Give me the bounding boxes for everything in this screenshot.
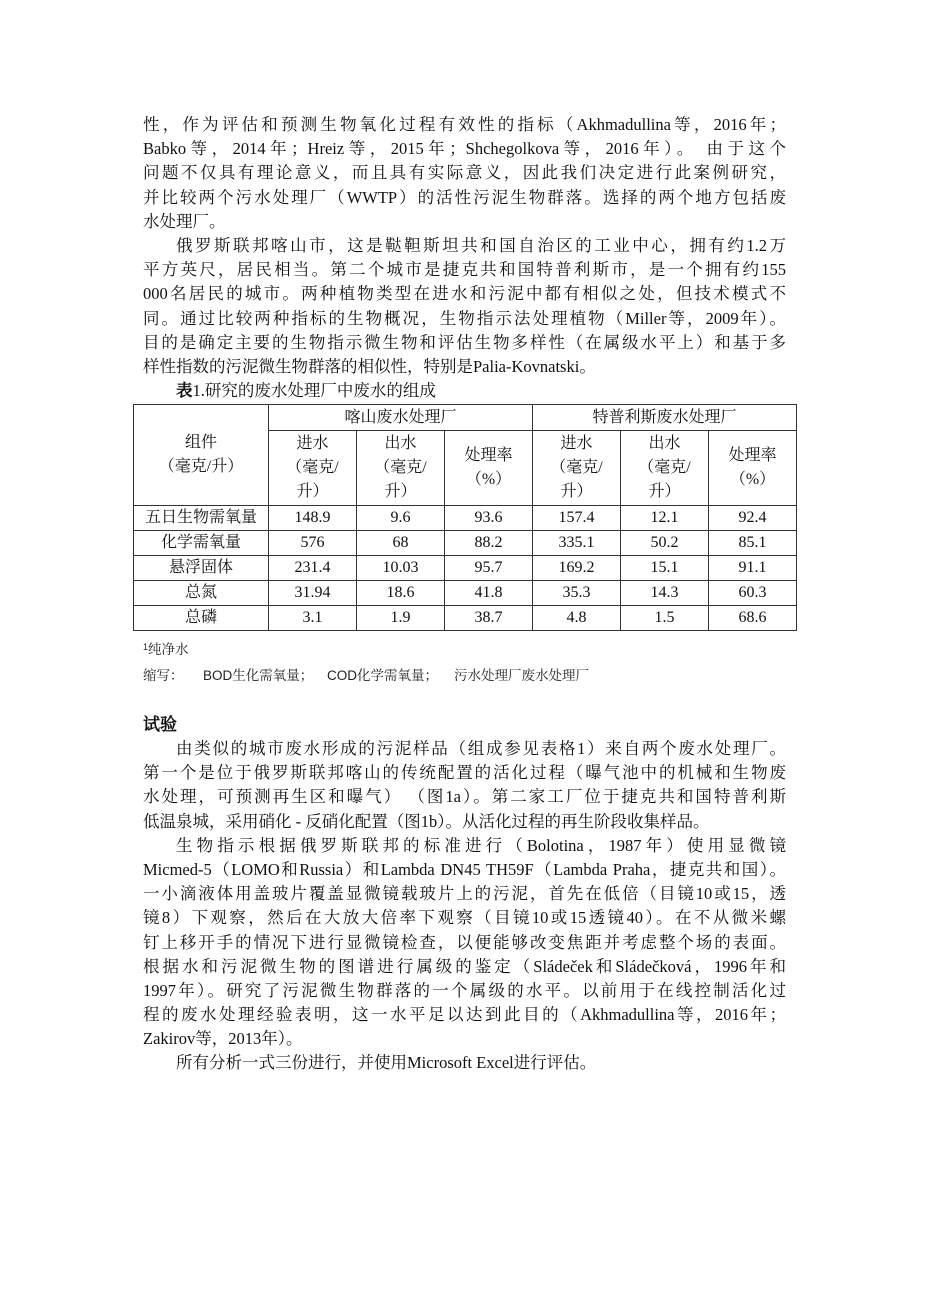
text-line: 程的废水处理经验表明，这一水平足以达到此目的（Akhmadullina等，2016年；	[143, 1005, 786, 1025]
header-line: （毫克/	[638, 459, 691, 476]
table-header-row	[134, 405, 797, 431]
component-cell: 化学需氧量	[134, 531, 269, 556]
component-cell: 总氮	[134, 581, 269, 606]
paragraph	[143, 737, 786, 834]
text-line: 目的是确定主要的生物指示微生物和评估生物多样性（在属级水平上）和基于多	[143, 332, 786, 352]
removal-rate-header	[445, 431, 533, 506]
component-header-label: 组件	[184, 434, 217, 451]
table-cell: 10.03	[357, 556, 445, 581]
footnote	[143, 640, 786, 660]
table-cell: 60.3	[709, 581, 797, 606]
wastewater-composition-table	[133, 404, 797, 631]
text-line: 第一个是位于俄罗斯联邦喀山的传统配置的活化过程（曝气池中的机械和生物废	[143, 763, 786, 783]
table-cell: 50.2	[621, 531, 709, 556]
footnote-text: 纯净水	[148, 642, 189, 657]
text-line: 低温泉城，采用硝化 - 反硝化配置（图1b）。从活化过程的再生阶段收集样品。	[143, 811, 710, 831]
text-line: 问题不仅具有理论意义，而且具有实际意义，因此我们决定进行此案例研究，	[143, 163, 786, 183]
header-line: （毫克/	[286, 459, 339, 476]
abbreviations	[143, 666, 786, 686]
text-line: 平方英尺，居民相当。第二个城市是捷克共和国特普利斯市，是一个拥有约155	[143, 260, 786, 280]
text-line: 镜8）下观察，然后在大放大倍率下观察（目镜10或15透镜40）。在不从微米螺	[143, 908, 786, 928]
table-cell: 38.7	[445, 606, 533, 631]
text-line: 000名居民的城市。两种植物类型在进水和污泥中都有相似之处，但技术模式不	[143, 284, 786, 304]
text-line: 生物指示根据俄罗斯联邦的标准进行（Bolotina，1987年）使用显微镜	[176, 835, 786, 855]
component-cell: 五日生物需氧量	[134, 506, 269, 531]
text-line: 同。通过比较两种指标的生物概况，生物指示法处理植物（Miller等，2009年）。	[143, 308, 786, 328]
table-cell: 18.6	[357, 581, 445, 606]
table-cell: 85.1	[709, 531, 797, 556]
table-cell: 12.1	[621, 506, 709, 531]
header-line: 出水	[648, 435, 681, 452]
table-caption-label: 表	[176, 381, 193, 401]
table-cell: 1.9	[357, 606, 445, 631]
effluent-header	[357, 431, 445, 506]
table-cell: 91.1	[709, 556, 797, 581]
plant-header-teplice: 特普利斯废水处理厂	[533, 405, 797, 431]
header-line: （毫克/	[374, 459, 427, 476]
table-row	[134, 556, 797, 581]
text-line: 根据水和污泥微生物的图谱进行属级的鉴定（Sládeček和Sládečková，1996年和	[143, 956, 786, 976]
header-line: 升）	[384, 483, 417, 500]
table-row	[134, 506, 797, 531]
table-caption-text: 1.研究的废水处理厂中废水的组成	[192, 381, 436, 401]
header-line: （毫克/	[550, 459, 603, 476]
header-line: 出水	[384, 435, 417, 452]
abbreviations-label: 缩写：	[143, 668, 184, 683]
component-header-unit: （毫克/升）	[158, 458, 244, 475]
table-footnotes	[143, 640, 786, 686]
header-line: 处理率	[464, 447, 513, 464]
text-line: 样性指数的污泥微生物群落的相似性，特别是Palia-Kovnatski。	[143, 356, 596, 376]
text-line: Babko等，2014年；Hreiz等，2015年；Shchegolkova等，2016年）。 由于这个	[143, 139, 786, 159]
text-line: 一小滴液体用盖玻片覆盖显微镜载玻片上的污泥，首先在低倍（目镜10或15，透	[143, 884, 786, 904]
paragraph	[143, 113, 786, 234]
header-line: 处理率	[728, 447, 777, 464]
paragraph	[143, 834, 786, 1052]
header-line: 进水	[296, 435, 329, 452]
abbreviation-item: COD化学需氧量；	[327, 668, 438, 683]
abbreviation-item: BOD生化需氧量；	[203, 668, 314, 683]
table-cell: 157.4	[533, 506, 621, 531]
text-line: 水处理厂。	[143, 211, 226, 231]
header-line: （%）	[729, 471, 776, 488]
text-line: 钉上移开手的情况下进行显微镜检查，以便能够改变焦距并考虑整个场的表面。	[143, 932, 786, 952]
table-row	[134, 606, 797, 631]
header-line: 升）	[296, 483, 329, 500]
table-cell: 335.1	[533, 531, 621, 556]
text-line: 俄罗斯联邦喀山市，这是鞑靼斯坦共和国自治区的工业中心，拥有约1.2万	[176, 235, 786, 255]
influent-header	[533, 431, 621, 506]
table-cell: 88.2	[445, 531, 533, 556]
table-cell: 35.3	[533, 581, 621, 606]
abbreviation-item: 污水处理厂废水处理厂	[454, 668, 589, 683]
table-cell: 3.1	[269, 606, 357, 631]
table-cell: 92.4	[709, 506, 797, 531]
component-cell: 总磷	[134, 606, 269, 631]
table-cell: 95.7	[445, 556, 533, 581]
text-line: 并比较两个污水处理厂（WWTP）的活性污泥生物群落。选择的两个地方包括废	[143, 187, 786, 207]
text-line: 水处理，可预测再生区和曝气） （图1a）。第二家工厂位于捷克共和国特普利斯	[143, 787, 786, 807]
table-caption	[143, 379, 786, 403]
effluent-header	[621, 431, 709, 506]
header-line: 升）	[560, 483, 593, 500]
table-cell: 93.6	[445, 506, 533, 531]
table-cell: 576	[269, 531, 357, 556]
text-line: 所有分析一式三份进行，并使用Microsoft Excel进行评估。	[176, 1053, 597, 1073]
section-heading: 试验	[143, 715, 177, 734]
header-line: （%）	[465, 471, 512, 488]
table-cell: 15.1	[621, 556, 709, 581]
text-line: Zakirov等，2013年）。	[143, 1029, 303, 1049]
paragraph	[143, 1051, 786, 1075]
table-cell: 1.5	[621, 606, 709, 631]
table-cell: 169.2	[533, 556, 621, 581]
table-cell: 14.3	[621, 581, 709, 606]
text-line: 1997年）。研究了污泥微生物群落的一个属级的水平。以前用于在线控制活化过	[143, 980, 786, 1000]
header-line: 进水	[560, 435, 593, 452]
influent-header	[269, 431, 357, 506]
table-cell: 9.6	[357, 506, 445, 531]
intro-section	[143, 113, 786, 403]
component-cell: 悬浮固体	[134, 556, 269, 581]
footnote-marker: 1	[143, 642, 149, 652]
table-row	[134, 581, 797, 606]
table-cell: 41.8	[445, 581, 533, 606]
removal-rate-header	[709, 431, 797, 506]
header-line: 升）	[648, 483, 681, 500]
text-line: Micmed-5（LOMO和Russia）和Lambda DN45 TH59F（Lambda Praha，捷克共和国）。	[143, 859, 786, 879]
paragraph	[143, 234, 786, 379]
component-header	[134, 405, 269, 506]
table-cell: 231.4	[269, 556, 357, 581]
plant-header-kazan: 喀山废水处理厂	[269, 405, 533, 431]
table-cell: 68	[357, 531, 445, 556]
table-row	[134, 531, 797, 556]
text-line: 由类似的城市废水形成的污泥样品（组成参见表格1）来自两个废水处理厂。	[176, 739, 786, 758]
table-cell: 31.94	[269, 581, 357, 606]
table-cell: 148.9	[269, 506, 357, 531]
table-cell: 68.6	[709, 606, 797, 631]
methods-section	[143, 737, 786, 1076]
text-line: 性，作为评估和预测生物氧化过程有效性的指标（Akhmadullina等，2016年；	[143, 115, 786, 134]
table-cell: 4.8	[533, 606, 621, 631]
